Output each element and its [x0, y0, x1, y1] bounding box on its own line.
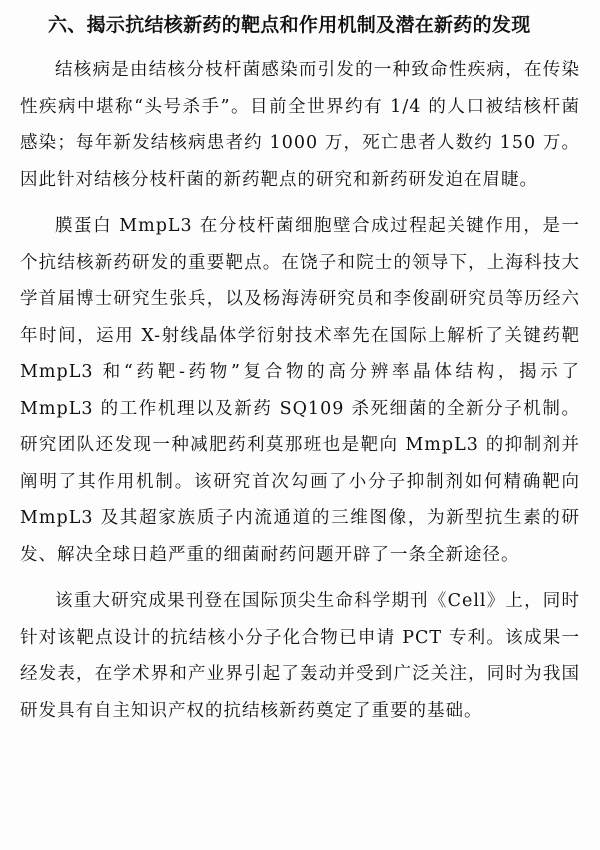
- paragraph-publication-impact: 该重大研究成果刊登在国际顶尖生命科学期刊《Cell》上，同时针对该靶点设计的抗结核小分子化合物已申请 PCT 专利。该成果一经发表，在学术界和产业界引起了轰动并受到广泛关注，同时为我国研发具有自主知识产权的抗结核新药奠定了重要的基础。: [20, 591, 580, 721]
- section-heading: 六、揭示抗结核新药的靶点和作用机制及潜在新药的发现: [48, 14, 531, 36]
- paragraph-tuberculosis-background: 结核病是由结核分枝杆菌感染而引发的一种致命性疾病，在传染性疾病中堪称“头号杀手”。目前全世界约有 1/4 的人口被结核杆菌感染；每年新发结核病患者约 1000 万，死亡患者人数约 150 万。因此针对结核分枝杆菌的新药靶点的研究和新药研发迫在眉睫。: [20, 60, 580, 190]
- paragraph-mmpl3-research: 膜蛋白 MmpL3 在分枝杆菌细胞壁合成过程起关键作用，是一个抗结核新药研发的重要靶点。在饶子和院士的领导下，上海科技大学首届博士研究生张兵，以及杨海涛研究员和李俊副研究员等历经六年时间，运用 X-射线晶体学衍射技术率先在国际上解析了关键药靶 MmpL3 和“药靶-药物”复合物的高分辨率晶体结构，揭示了 MmpL3 的工作机理以及新药 SQ109 杀死细菌的全新分子机制。研究团队还发现一种减肥药利莫那班也是靶向 MmpL3 的抑制剂并阐明了其作用机制。该研究首次勾画了小分子抑制剂如何精确靶向 MmpL3 及其超家族质子内流通道的三维图像，为新型抗生素的研发、解决全球日趋严重的细菌耐药问题开辟了一条全新途径。: [20, 216, 580, 565]
